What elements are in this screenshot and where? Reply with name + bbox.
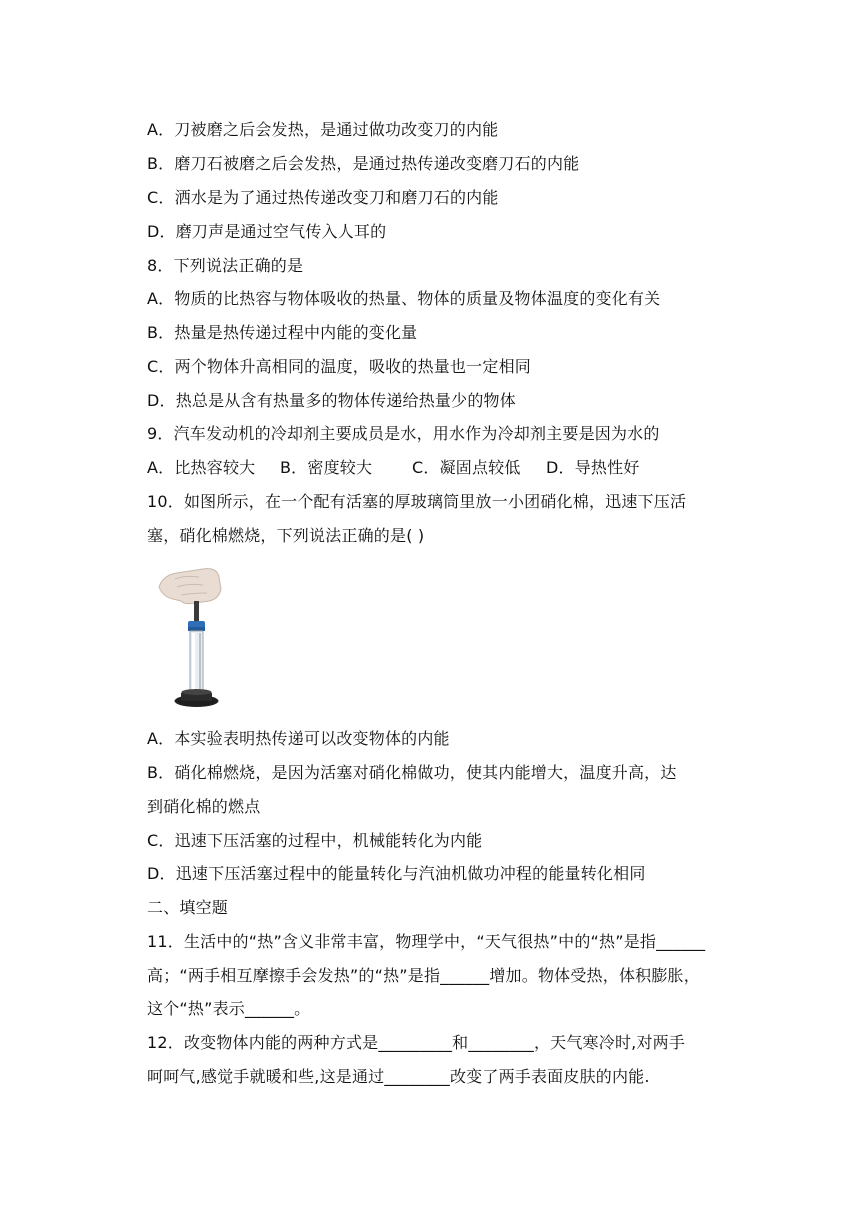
piston-cylinder-figure — [155, 565, 233, 715]
q8-stem: 8．下列说法正确的是 — [147, 256, 304, 275]
q11-line1: 11．生活中的“热”含义非常丰富，物理学中，“天气很热”中的“热”是指______ — [147, 932, 706, 951]
q10-stem-line2: 塞，硝化棉燃烧，下列说法正确的是( ) — [147, 526, 425, 545]
q7-option-d: D．磨刀声是通过空气传入人耳的 — [147, 222, 387, 241]
q8-option-b: B．热量是热传递过程中内能的变化量 — [147, 323, 418, 342]
q10-option-b-line2: 到硝化棉的燃点 — [147, 797, 261, 816]
q9-options — [147, 458, 727, 478]
q12-line1: 12．改变物体内能的两种方式是_________和________，天气寒冷时,对两手 — [147, 1033, 686, 1052]
q11-line2: 高；“两手相互摩擦手会发热”的“热”是指______增加。物体受热，体积膨胀， — [147, 966, 700, 985]
q10-option-a: A．本实验表明热传递可以改变物体的内能 — [147, 729, 450, 748]
q9-stem: 9．汽车发动机的冷却剂主要成员是水，用水作为冷却剂主要是因为水的 — [147, 424, 660, 443]
q9-option-a: A．比热容较大 — [147, 458, 256, 477]
q9-option-d: D．导热性好 — [546, 458, 640, 477]
q11-line3: 这个“热”表示______。 — [147, 999, 311, 1018]
section-heading: 二、填空题 — [147, 898, 229, 917]
q8-option-d: D．热总是从含有热量多的物体传递给热量少的物体 — [147, 391, 516, 410]
q10-option-c: C．迅速下压活塞的过程中，机械能转化为内能 — [147, 831, 483, 850]
q7-option-c: C．洒水是为了通过热传递改变刀和磨刀石的内能 — [147, 188, 499, 207]
q8-option-a: A．物质的比热容与物体吸收的热量、物体的质量及物体温度的变化有关 — [147, 289, 661, 308]
q7-option-b: B．磨刀石被磨之后会发热，是通过热传递改变磨刀石的内能 — [147, 154, 580, 173]
q7-option-a: A．刀被磨之后会发热，是通过做功改变刀的内能 — [147, 120, 499, 139]
q10-stem-line1: 10．如图所示，在一个配有活塞的厚玻璃筒里放一小团硝化棉，迅速下压活 — [147, 492, 687, 511]
q8-option-c: C．两个物体升高相同的温度，吸收的热量也一定相同 — [147, 357, 531, 376]
q10-option-d: D．迅速下压活塞过程中的能量转化与汽油机做功冲程的能量转化相同 — [147, 864, 646, 883]
q10-option-b-line1: B．硝化棉燃烧，是因为活塞对硝化棉做功，使其内能增大，温度升高，达 — [147, 763, 677, 782]
q9-option-c: C．凝固点较低 — [412, 458, 521, 477]
q9-option-b: B．密度较大 — [280, 458, 373, 477]
q12-line2: 呵呵气,感觉手就暖和些,这是通过________改变了两手表面皮肤的内能. — [147, 1067, 650, 1086]
